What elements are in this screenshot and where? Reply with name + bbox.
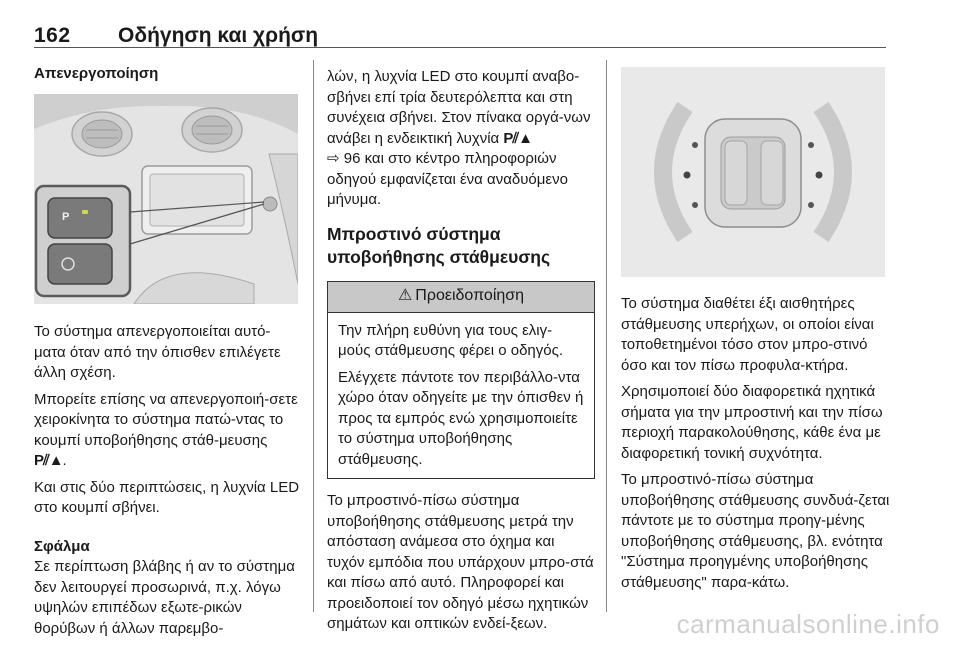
sensor-zones-drawing — [621, 67, 885, 277]
sensor-zones-illustration — [621, 67, 885, 277]
svg-text:P: P — [62, 211, 70, 223]
warning-title: Προειδοποίηση — [415, 287, 525, 305]
right-column-text — [621, 294, 891, 599]
paragraph-front-rear-system: Το μπροστινό-πίσω σύστημα υποβοήθησης στάθμευσης μετρά την απόσταση ανάμεσα στο όχημα και τυχόν εμπόδια που υπάρχουν μπρο-στά και πίσω από αυτό. Πληροφορεί και προειδοποιεί τον οδηγό μέσω ηχητικών σημάτων και οπτικών ενδεί-ξεων. — [327, 492, 594, 632]
left-column-text — [34, 322, 302, 645]
paragraph-two-signals: Χρησιμοποιεί δύο διαφορετικά ηχητικά σήματα για την μπροστινή και την πίσω περιοχή παρακολούθησης, κάθε ένα με διαφορετική τονική συχνότητα. — [621, 383, 883, 462]
park-assist-symbol-2: P⫽▲ — [503, 129, 532, 147]
park-assist-symbol: P⫽▲ — [34, 452, 63, 469]
paragraph-fault: Σε περίπτωση βλάβης ή αν το σύστημα δεν λειτουργεί προσωρινά, π.χ. λόγω υψηλών επιπέδων εξωτε-ρικών θορύβων ή άλλων παρεμβο- — [34, 558, 295, 637]
dashboard-drawing — [34, 94, 298, 304]
page-title: Οδήγηση και χρήση — [118, 24, 319, 47]
warning-paragraph-2: Ελέγχετε πάντοτε τον περιβάλλο-ντα χώρο όταν οδηγείτε με την όπισθεν ή προς τα εμπρός ενώ χρησιμοποιείτε το σύστημα υποβοήθησης στάθμευσης. — [338, 368, 584, 468]
watermark: carmanualsonline.info — [676, 609, 940, 639]
middle-column — [327, 67, 595, 641]
warning-body — [328, 313, 594, 479]
header-rule — [34, 47, 886, 48]
paragraph-reference — [327, 149, 595, 211]
warning-icon: ⚠ — [397, 287, 413, 305]
reference-arrow-icon: ⇨ — [327, 150, 340, 167]
paragraph-six-sensors: Το σύστημα διαθέτει έξι αισθητήρες στάθμευσης υπερήχων, οι οποίοι είναι τοποθετημένοι τόσο στον μπρο-στινό όσο και τον πίσω προφυλα-κτήρα. — [621, 295, 874, 374]
page-header — [34, 18, 886, 58]
reference-text: 96 και στο κέντρο πληροφοριών οδηγού εμφανίζεται ένα αναδυόμενο μήνυμα. — [327, 150, 568, 208]
warning-box — [327, 281, 595, 480]
paragraph-led-flash — [327, 67, 595, 149]
fault-heading: Σφάλμα — [34, 537, 90, 555]
warning-paragraph-1: Την πλήρη ευθύνη για τους ελιγ-μούς στάθμευσης φέρει ο οδηγός. — [338, 321, 564, 359]
paragraph-manual-off-text: Μπορείτε επίσης να απενεργοποιή-σετε χειροκίνητα το σύστημα πατώ-ντας το κουμπί υποβοήθησης στάθ-μευσης — [34, 390, 298, 449]
paragraph-auto-off: Το σύστημα απενεργοποιείται αυτό-ματα όταν από την όπισθεν επιλέγετε άλλη σχέση. — [34, 323, 281, 381]
paragraph-manual-off — [34, 390, 302, 472]
paragraph-combined-system: Το μπροστινό-πίσω σύστημα υποβοήθησης στάθμευσης συνδυά-ζεται πάντοτε με το σύστημα προηγ-μένης υποβοήθησης στάθμευσης, βλ. ενότητα "Σύστημα προηγμένης υποβοήθησης στάθμευσης" παρα-κάτω. — [621, 471, 890, 591]
section-heading-deactivation: Απενεργοποίηση — [34, 65, 159, 82]
page-number: 162 — [34, 24, 71, 47]
warning-header — [328, 282, 594, 313]
column-divider-1 — [313, 60, 314, 612]
paragraph-led-flash-text: λών, η λυχνία LED στο κουμπί αναβο-σβήνει επί τρία δευτερόλεπτα και στη συνέχεια σβήνει. Στον πίνακα οργά-νων ανάβει η ενδεικτική λυχνία — [327, 68, 591, 147]
column-divider-2 — [606, 60, 607, 612]
paragraph-led-off: Και στις δύο περιπτώσεις, η λυχνία LED στο κουμπί σβήνει. — [34, 478, 300, 516]
front-system-heading: Μπροστινό σύστημα υποβοήθησης στάθμευσης — [327, 223, 551, 267]
dashboard-illustration — [34, 94, 298, 304]
period: . — [62, 452, 67, 469]
